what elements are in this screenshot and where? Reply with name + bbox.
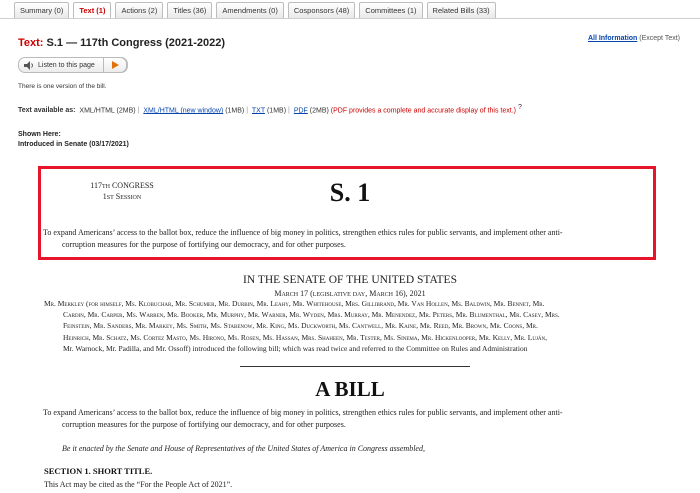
listen-button[interactable] — [18, 57, 128, 73]
pdf-note: (PDF provides a complete and accurate display of this text.) — [330, 107, 516, 115]
pdf-link[interactable]: PDF — [293, 107, 308, 115]
sponsors-line-5: Mr. Warnock, Mr. Padilla, and Mr. Ossoff) introduced the following bill; which was read twice and referred to the Committee on Rules and Administration — [63, 343, 528, 353]
page-title — [18, 37, 225, 49]
play-button[interactable] — [103, 57, 127, 73]
all-information-note: (Except Text) — [637, 35, 680, 42]
bill-heading: A BILL — [315, 377, 385, 401]
purpose-body-line-1: To expand Americans’ access to the ballot box, reduce the influence of big money in politics, strengthen ethics rules for public servants, and implement other anti- — [43, 408, 563, 417]
xml-html-new-window-link[interactable]: XML/HTML (new window) — [143, 107, 224, 115]
section-text: This Act may be cited as the “For the People Act of 2021”. — [44, 480, 233, 489]
xml-html-new-window-size: (1MB) — [225, 107, 245, 115]
section-title: SECTION 1. SHORT TITLE. — [44, 466, 153, 476]
play-icon — [112, 61, 119, 69]
text-available-row: Text available as: XML/HTML (2MB) | XML/HTML (new window) (1MB) | TXT (1MB) | PDF (2MB) (PDF provides a complete and accurate display of this text.) ? — [18, 104, 522, 115]
purpose-body-line-2: corruption measures for the purpose of fortifying our democracy, and for other purposes. — [62, 419, 346, 429]
congress-number: 117th CONGRESS — [90, 181, 154, 190]
tab-divider — [0, 18, 700, 19]
purpose-line-2: corruption measures for the purpose of fortifying our democracy, and for other purposes. — [62, 239, 346, 249]
introduction-date: March 17 (legislative day, March 16), 2021 — [274, 289, 426, 298]
txt-link[interactable]: TXT — [251, 107, 266, 115]
shown-here — [18, 130, 129, 150]
sponsors-line-1: Mr. Merkley (for himself, Ms. Klobuchar, Mr. Schumer, Mr. Durbin, Mr. Leahy, Mr. Whitehouse, Mrs. Gillibrand, Mr. Van Hollen, Ms. Baldwin, Mr. Bennet, Mr. — [44, 299, 545, 308]
all-information-link[interactable]: All Information — [587, 35, 638, 42]
session-number: 1st Session — [102, 192, 142, 201]
versions-note: There is one version of the bill. — [18, 83, 107, 90]
tab-amendments[interactable]: Amendments (0) — [216, 2, 283, 19]
bill-number: S. 1 — [329, 178, 371, 207]
listen-label: Listen to this page — [38, 61, 95, 69]
tab-committees[interactable]: Committees (1) — [359, 2, 422, 19]
page-title-text: S.1 — 117th Congress (2021-2022) — [46, 37, 226, 49]
sponsors-line-3: Feinstein, Mr. Sanders, Mr. Markey, Ms. Smith, Ms. Stabenow, Mr. King, Ms. Duckworth, Ms. Cantwell, Mr. Kaine, Mr. Reed, Mr. Brown, Mr. Coons, Mr. — [63, 321, 538, 331]
sponsors-line-2: Cardin, Mr. Carper, Ms. Warren, Mr. Booker, Mr. Murphy, Mr. Warner, Mr. Wyden, Mrs. Murray, Mr. Menendez, Mr. Peters, Mr. Blumenthal, Mr. Casey, Mrs. — [63, 310, 560, 320]
chamber-heading: IN THE SENATE OF THE UNITED STATES — [243, 274, 457, 286]
tab-titles[interactable]: Titles (36) — [167, 2, 212, 19]
tab-text[interactable]: Text (1) — [73, 2, 111, 19]
tab-actions[interactable]: Actions (2) — [115, 2, 163, 19]
enacting-clause: Be it enacted by the Senate and House of Representatives of the United States of America in Congress assembled, — [62, 444, 425, 453]
text-available-label: Text available as: — [18, 107, 76, 115]
bill-purpose-top — [43, 227, 655, 250]
sponsors-line-4: Heinrich, Mr. Schatz, Ms. Cortez Masto, Ms. Hirono, Ms. Rosen, Ms. Hassan, Mrs. Shaheen, Mr. Tester, Ms. Sinema, Mr. Hickenlooper, Mr. Kelly, Mr. Luján, — [63, 332, 548, 342]
help-icon[interactable]: ? — [517, 104, 522, 111]
bill-purpose-body — [43, 407, 655, 430]
tab-cosponsors[interactable]: Cosponsors (48) — [288, 2, 355, 19]
tab-summary[interactable]: Summary (0) — [14, 2, 69, 19]
xml-html-size: (2MB) — [116, 107, 136, 115]
tab-related-bills[interactable]: Related Bills (33) — [427, 2, 496, 19]
speaker-icon — [24, 61, 35, 70]
tab-bar — [14, 2, 496, 19]
page-title-label: Text: — [18, 37, 44, 49]
section-divider — [240, 366, 470, 367]
all-information-container — [588, 35, 680, 42]
txt-size: (1MB) — [266, 107, 287, 115]
shown-here-value: Introduced in Senate (03/17/2021) — [18, 141, 129, 148]
purpose-line-1: To expand Americans’ access to the ballot box, reduce the influence of big money in politics, strengthen ethics rules for public servants, and implement other anti- — [43, 228, 563, 237]
sponsors-paragraph — [44, 298, 656, 354]
pdf-size: (2MB) — [309, 107, 329, 115]
xml-html-option: XML/HTML — [79, 107, 115, 115]
shown-here-label: Shown Here: — [18, 131, 61, 138]
